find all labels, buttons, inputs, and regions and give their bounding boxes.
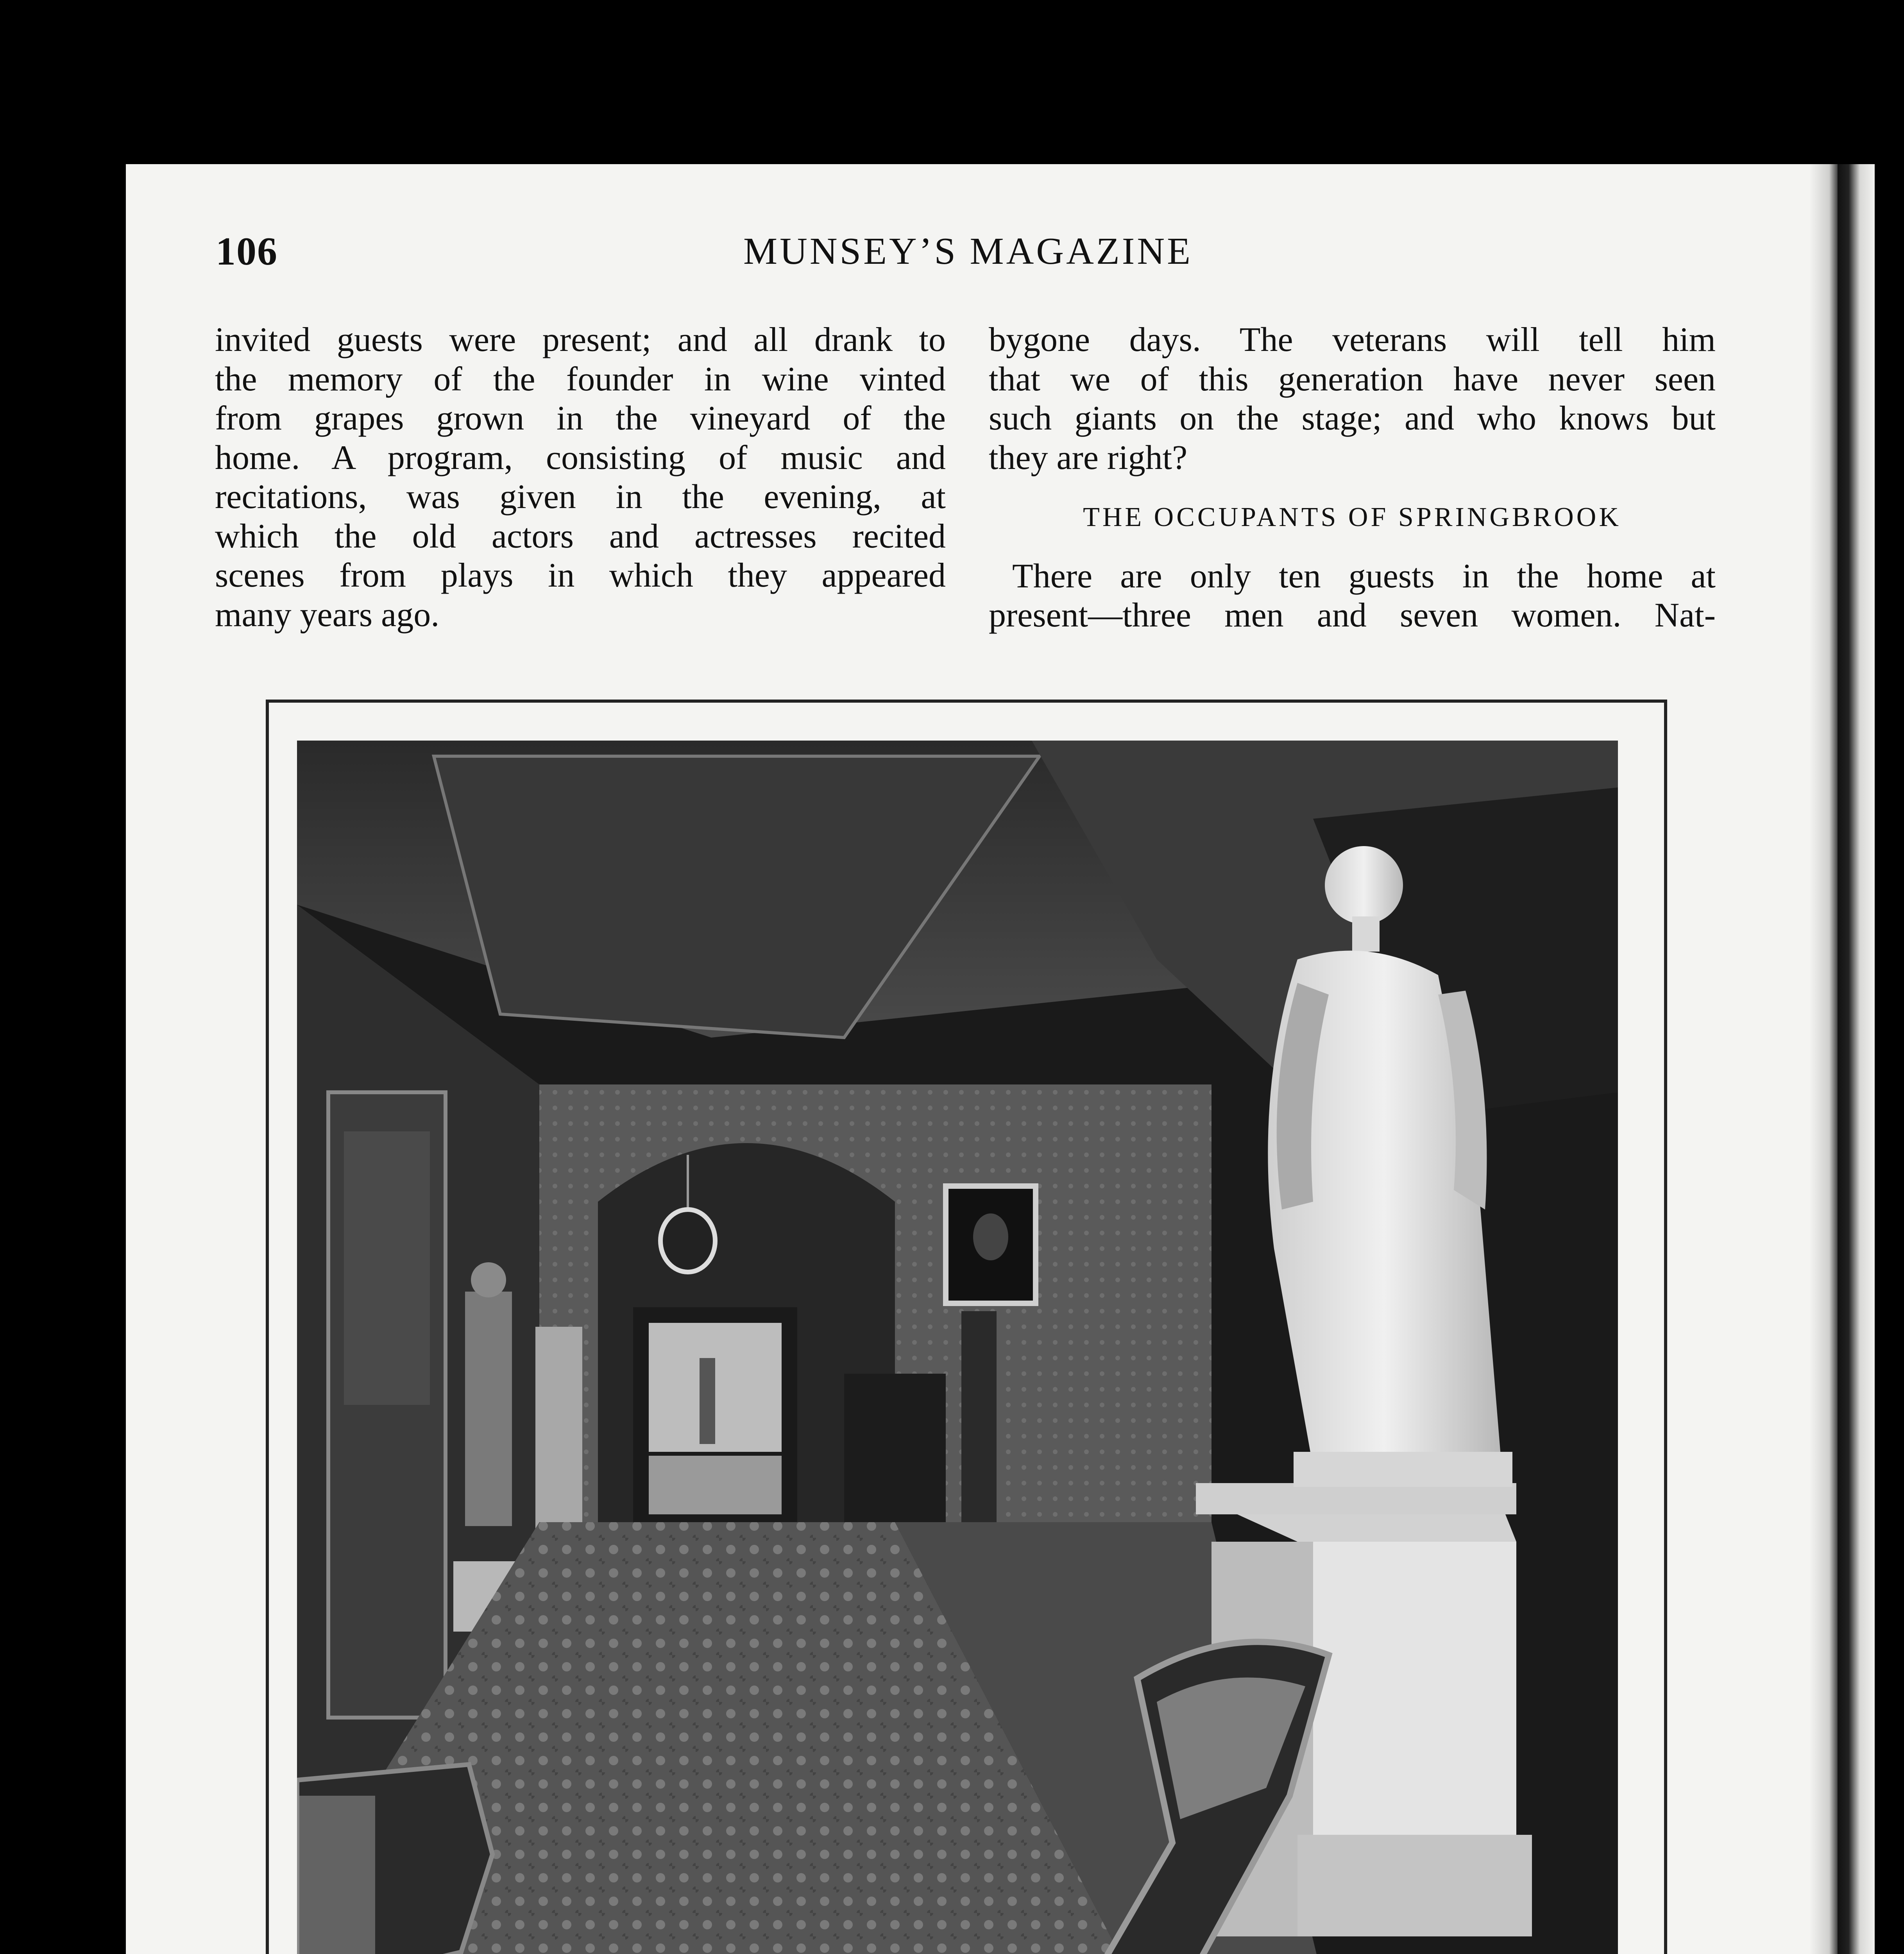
page-number: 106: [216, 229, 278, 274]
text-line: bygone days. The veterans will tell him: [989, 321, 1716, 359]
column-top-right: [989, 320, 1716, 635]
column-top-left: [215, 320, 946, 635]
section-heading: THE OCCUPANTS OF SPRINGBROOK: [1083, 502, 1621, 532]
hall-photograph: [297, 741, 1618, 1954]
text-line: home. A program, consisting of music and: [215, 438, 946, 477]
text-line: scenes from plays in which they appeared: [215, 556, 946, 594]
text-line: There are only ten guests in the home at: [1012, 557, 1716, 595]
text-line: they are right?: [989, 438, 1188, 477]
next-page-edge: [1838, 164, 1875, 1954]
text-line: invited guests were present; and all drank to: [215, 321, 946, 359]
text-line: such giants on the stage; and who knows but: [989, 399, 1716, 437]
text-line: that we of this generation have never seen: [989, 360, 1716, 398]
text-line: which the old actors and actresses recited: [215, 517, 946, 555]
magazine-title: MUNSEY’S MAGAZINE: [743, 230, 1193, 272]
text-line: present—three men and seven women. Nat-: [989, 596, 1716, 634]
page-gutter-shadow: [1809, 164, 1838, 1954]
text-line: many years ago.: [215, 596, 440, 634]
text-line: the memory of the founder in wine vinted: [215, 360, 946, 398]
running-head: [216, 229, 1740, 283]
text-line: recitations, was given in the evening, at: [215, 478, 946, 516]
text-line: from grapes grown in the vineyard of the: [215, 399, 946, 437]
